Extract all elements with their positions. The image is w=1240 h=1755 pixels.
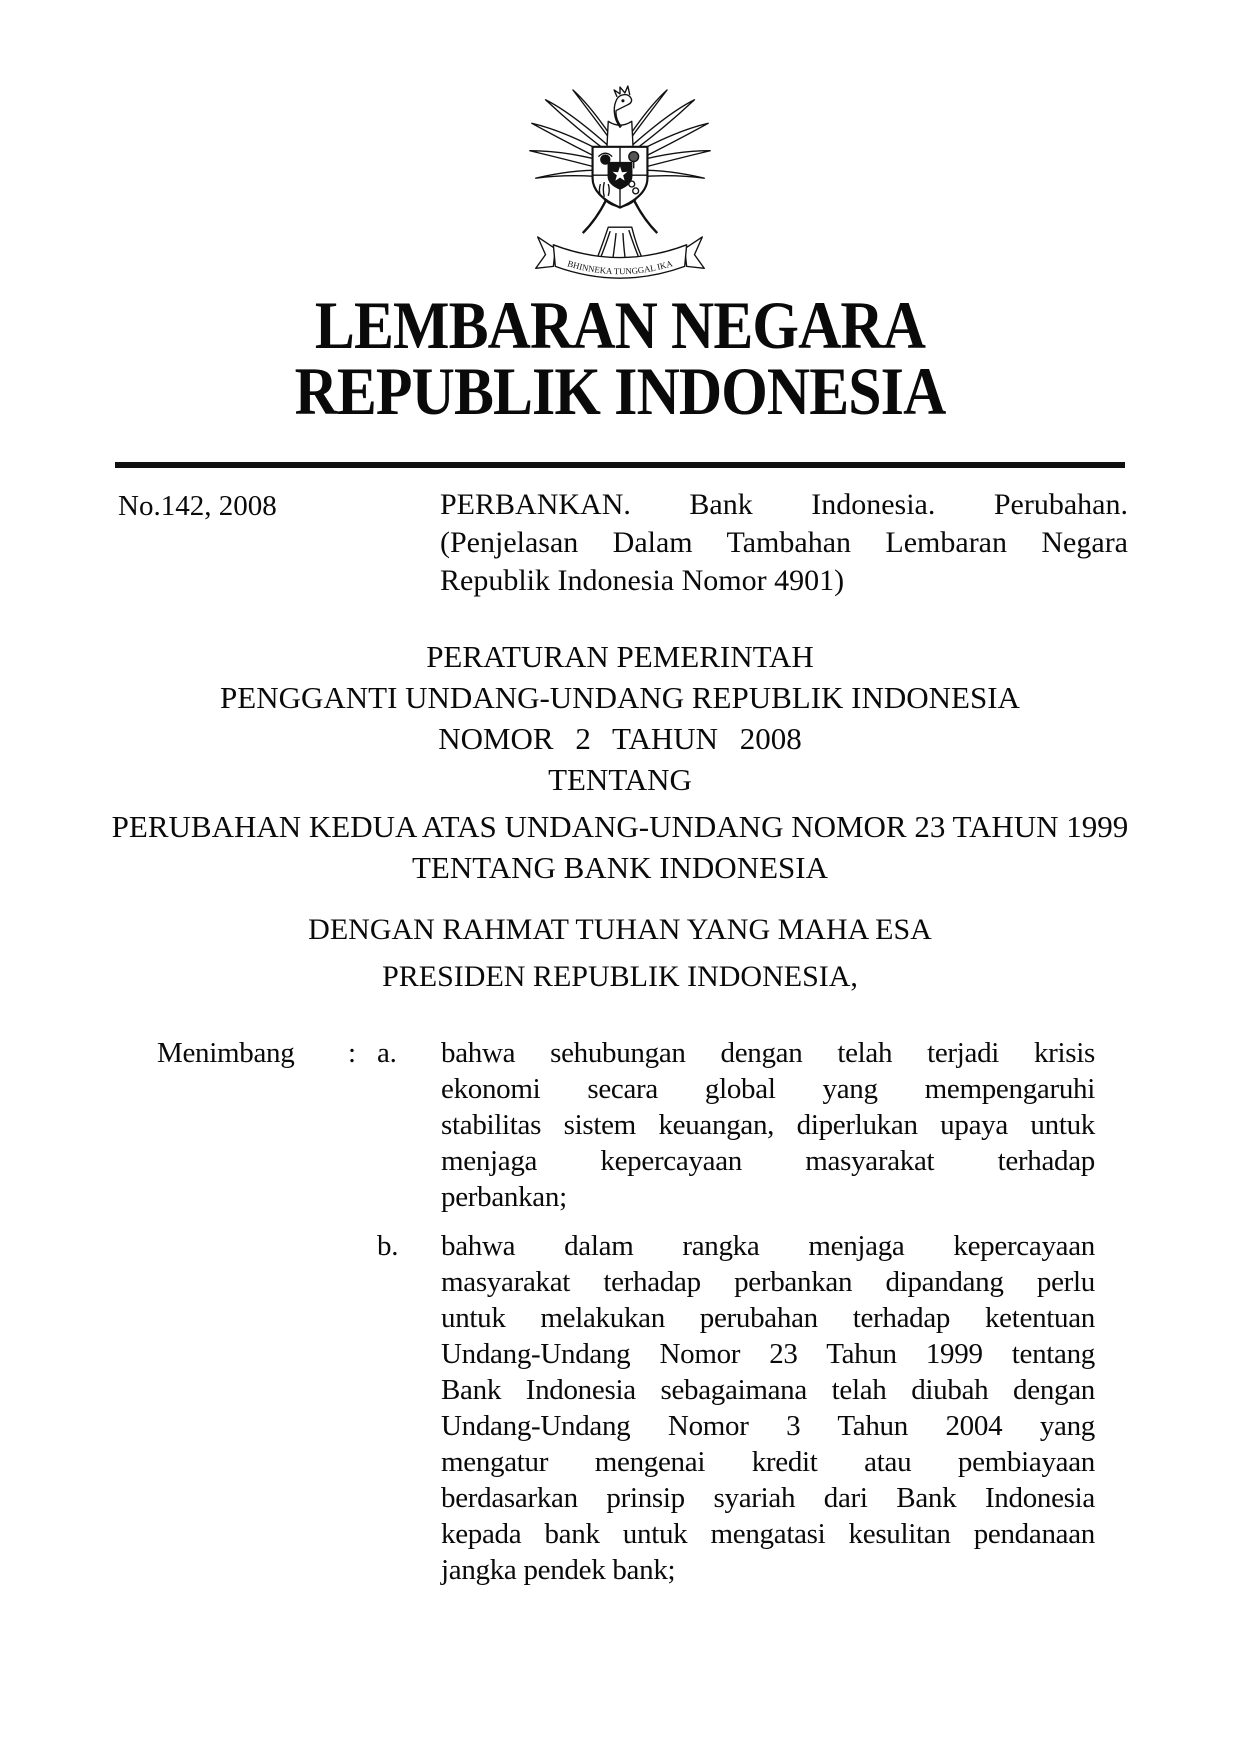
consideration-item-a bbox=[377, 1035, 1095, 1215]
invocation-line: DENGAN RAHMAT TUHAN YANG MAHA ESA bbox=[308, 913, 932, 946]
subject-annotation bbox=[440, 486, 1128, 600]
authority-line: PRESIDEN REPUBLIK INDONESIA, bbox=[382, 960, 858, 993]
body-line: stabilitas sistem keuangan, diperlukan upaya untuk bbox=[441, 1109, 1095, 1141]
heading-line: PERATURAN PEMERINTAH bbox=[426, 639, 814, 674]
body-line: masyarakat terhadap perbankan dipandang perlu bbox=[441, 1266, 1095, 1298]
body-line: ekonomi secara global yang mempengaruhi bbox=[441, 1073, 1095, 1105]
heading-line: PERUBAHAN KEDUA ATAS UNDANG-UNDANG NOMOR 23 TAHUN 1999 bbox=[111, 809, 1129, 844]
heading-line: TENTANG BANK INDONESIA bbox=[412, 850, 828, 885]
heading-line: NOMOR 2 TAHUN 2008 bbox=[438, 721, 802, 756]
subject-line: Republik Indonesia Nomor 4901) bbox=[440, 564, 845, 597]
body-line: bahwa sehubungan dengan telah terjadi krisis bbox=[441, 1037, 1095, 1069]
body-line: Undang-Undang Nomor 23 Tahun 1999 tentang bbox=[441, 1338, 1095, 1370]
body-line: mengatur mengenai kredit atau pembiayaan bbox=[441, 1446, 1095, 1478]
regulation-heading bbox=[0, 636, 1240, 888]
body-line: Bank Indonesia sebagaimana telah diubah dengan bbox=[441, 1374, 1095, 1406]
issue-number: No.142, 2008 bbox=[118, 490, 277, 522]
consideration-item-b bbox=[377, 1228, 1095, 1588]
body-line: untuk melakukan perubahan terhadap ketentuan bbox=[441, 1302, 1095, 1334]
ribbon-text: BHINNEKA TUNGGAL IKA bbox=[566, 258, 674, 277]
heading-line: TENTANG bbox=[548, 762, 692, 797]
item-marker: b. bbox=[377, 1230, 399, 1262]
considerations-colon: : bbox=[348, 1037, 356, 1069]
body-line: kepada bank untuk mengatasi kesulitan pendanaan bbox=[441, 1518, 1095, 1550]
body-line: berdasarkan prinsip syariah dari Bank Indonesia bbox=[441, 1482, 1095, 1514]
considerations-section bbox=[115, 1035, 1125, 1588]
body-line: jangka pendek bank; bbox=[441, 1554, 676, 1586]
body-line: bahwa dalam rangka menjaga kepercayaan bbox=[441, 1230, 1095, 1262]
subject-line: PERBANKAN. Bank Indonesia. Perubahan. bbox=[440, 488, 1128, 521]
masthead-divider-rule bbox=[115, 462, 1125, 468]
considerations-label: Menimbang bbox=[157, 1037, 295, 1069]
heading-line: PENGGANTI UNDANG-UNDANG REPUBLIK INDONESIA bbox=[220, 680, 1020, 715]
item-marker: a. bbox=[377, 1037, 397, 1069]
body-line: Undang-Undang Nomor 3 Tahun 2004 yang bbox=[441, 1410, 1095, 1442]
body-line: perbankan; bbox=[441, 1181, 567, 1213]
garuda-pancasila-emblem bbox=[522, 84, 718, 290]
considerations-items bbox=[377, 1035, 1095, 1588]
masthead-title-line-2: REPUBLIK INDONESIA bbox=[294, 353, 946, 429]
masthead-title-line-1: LEMBARAN NEGARA bbox=[314, 287, 926, 363]
masthead-title bbox=[74, 287, 1165, 429]
subject-line: (Penjelasan Dalam Tambahan Lembaran Negara bbox=[440, 526, 1128, 559]
body-line: menjaga kepercayaan masyarakat terhadap bbox=[441, 1145, 1095, 1177]
